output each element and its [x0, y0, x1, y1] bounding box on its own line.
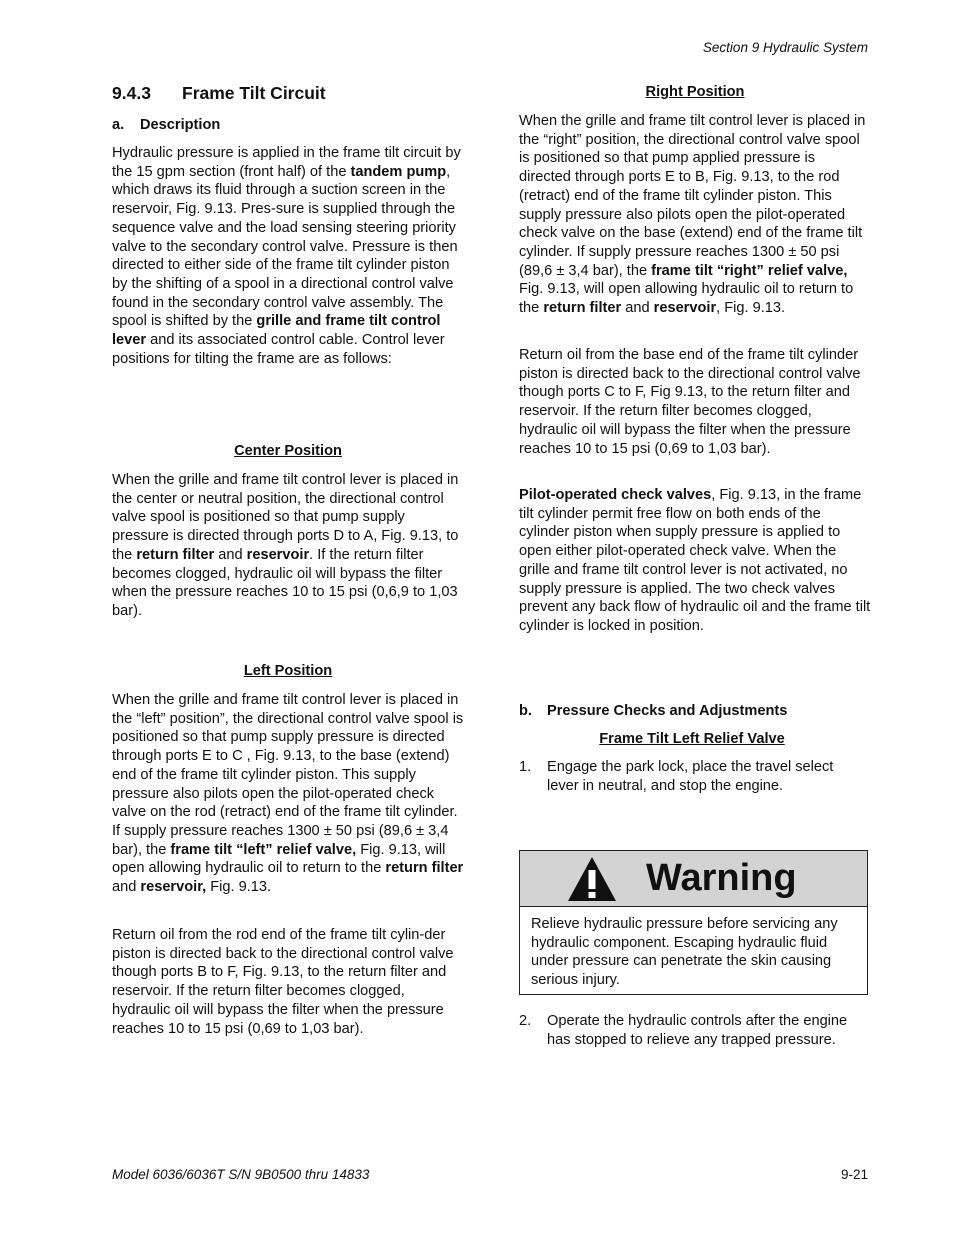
right-position-paragraph-2: Return oil from the base end of the frame tilt cylinder piston is directed back to the directional control valve though ports C to F, Fig 9.13, to the return filter and reservoir. If the return filter becomes clogged, hydraulic oil will bypass the filter when the pressure reaches 10 to 15 psi (0,69 to 1,03 bar). — [519, 347, 861, 457]
step-2: 2. Operate the hydraulic controls after the engine has stopped to relieve any trapped pressure. — [519, 1013, 848, 1048]
page-number: 9-21 — [840, 1167, 868, 1182]
left-relief-valve-heading: Frame Tilt Left Relief Valve — [599, 731, 785, 747]
right-position-paragraph-1: When the grille and frame tilt control lever is placed in the “right” position, the directional control valve spool is positioned so that pump applied pressure is directed through ports E to B, Fig. 9.13, to the rod (retract) end of the frame tilt cylinder piston. This supply pressure also pilots open the pilot-operated check valve on the base (extend) end of the frame tilt cylinder. If supply pressure reaches 1300 ± 50 psi (89,6 ± 3,4 bar), the frame tilt “right” relief valve, Fig. 9.13, will open allowing hydraulic oil to return to the return filter and reservoir, Fig. 9.13. — [519, 113, 866, 317]
pressure-checks-heading: b. Pressure Checks and Adjustments — [519, 703, 788, 719]
section-number: 9.4.3 — [112, 83, 151, 103]
warning-triangle-icon — [567, 856, 617, 902]
check-valves-paragraph: Pilot-operated check valves, Fig. 9.13, in the frame tilt cylinder permit free flow on both ends of the cylinder piston when supply pressure is applied to open either pilot-operated check valve. When the grille and frame tilt control lever is not activated, no supply pressure is applied. The two check valves prevent any back flow of hydraulic oil and the frame tilt cylinder is locked in position. — [519, 487, 871, 634]
step-1: 1. Engage the park lock, place the travel select lever in neutral, and stop the engine. — [519, 759, 834, 794]
description-paragraph: Hydraulic pressure is applied in the frame tilt circuit by the 15 gpm section (front half) of the tandem pump, which draws its fluid through a suction screen in the reservoir, Fig. 9.13. Pres-sure is supplied through the sequence valve and the load sensing steering priority valve to the secondary control valve. Pressure is then directed to either side of the frame tilt cylinder piston by the shifting of a spool in a directional control valve found in the secondary control valve assembly. The spool is shifted by the grille and frame tilt control lever and its associated control cable. Control lever positions for tilting the frame are as follows: — [112, 145, 461, 367]
right-position-heading: Right Position — [645, 84, 745, 100]
warning-title: Warning — [646, 857, 797, 899]
section-title: Frame Tilt Circuit — [182, 83, 326, 103]
warning-text: Relieve hydraulic pressure before servicing any hydraulic component. Escaping hydraulic fluid under pressure can penetrate the skin causing serious injury. — [531, 916, 838, 989]
warning-header — [520, 851, 867, 907]
left-position-heading: Left Position — [243, 663, 333, 679]
footer-model: Model 6036/6036T S/N 9B0500 thru 14833 — [112, 1167, 370, 1182]
center-position-paragraph: When the grille and frame tilt control lever is placed in the center or neutral position, the directional control valve spool is positioned so that pump supply pressure is directed through ports D to A, Fig. 9.13, to the return filter and reservoir. If the return filter becomes clogged, hydraulic oil will bypass the filter when the pressure reaches 10 to 15 psi (0,6,9 to 1,03 bar). — [112, 472, 459, 619]
section-heading — [112, 83, 464, 104]
center-position-heading: Center Position — [234, 443, 342, 459]
left-position-paragraph-2: Return oil from the rod end of the frame tilt cylin-der piston is directed back to the directional control valve though ports B to F, Fig. 9.13, to the return filter and reservoir. If the return filter becomes clogged, hydraulic oil will bypass the filter when the pressure reaches 10 to 15 psi (0,69 to 1,03 bar). — [112, 927, 454, 1037]
page-header: Section 9 Hydraulic System — [702, 40, 868, 55]
warning-box — [519, 850, 868, 995]
description-heading: a. Description — [112, 117, 221, 133]
left-position-paragraph-1: When the grille and frame tilt control lever is placed in the “left” position”, the directional control valve spool is positioned so that pump supply pressure is directed through ports E to C , Fig. 9.13, to the base (extend) end of the frame tilt cylinder piston. This supply pressure also pilots open the pilot-operated check valve on the rod (retract) end of the frame tilt cylinder. If supply pressure reaches 1300 ± 50 psi (89,6 ± 3,4 bar), the frame tilt “left” relief valve, Fig. 9.13, will open allowing hydraulic oil to return to the return filter and reservoir, Fig. 9.13. — [112, 692, 464, 896]
